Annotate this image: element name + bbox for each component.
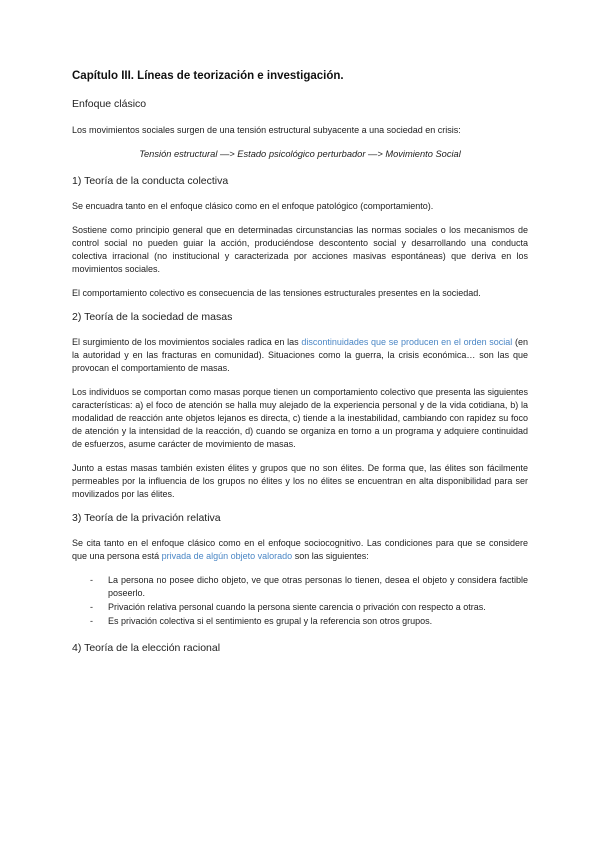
bullet-dash: -	[90, 616, 93, 626]
conditions-list	[72, 574, 528, 628]
list-item-text: Privación relativa personal cuando la persona siente carencia o privación con respecto a otras.	[108, 602, 486, 612]
list-item-text: La persona no posee dicho objeto, ve que otras personas lo tienen, desea el objeto y considera factible poseerlo.	[108, 575, 528, 598]
section-2-paragraph-1	[72, 336, 528, 375]
list-item	[72, 574, 528, 600]
section-1-heading: 1) Teoría de la conducta colectiva	[72, 175, 229, 187]
formula: Tensión estructural —> Estado psicológico perturbador —> Movimiento Social	[139, 149, 461, 159]
section-2-paragraph-3: Junto a estas masas también existen élites y grupos que no son élites. De forma que, las élites son fácilmente permeables por la influencia de los grupos no élites y los no élites se encuentran en alta disponibilidad para ser movilizados por las élites.	[72, 463, 528, 499]
text-span: (en la autoridad y en las fracturas en comunidad). Situaciones como la guerra, la crisis económica… son las que provocan el comportamiento de masas.	[72, 337, 528, 373]
section-2-heading: 2) Teoría de la sociedad de masas	[72, 311, 233, 323]
section-1-paragraph-1: Se encuadra tanto en el enfoque clásico como en el enfoque patológico (comportamiento).	[72, 201, 434, 211]
text-span: son las siguientes:	[292, 551, 369, 561]
section-1-paragraph-3: El comportamiento colectivo es consecuencia de las tensiones estructurales presentes en la sociedad.	[72, 288, 481, 298]
section-3-paragraph-1	[72, 537, 528, 563]
bullet-dash: -	[90, 602, 93, 612]
section-2-paragraph-2: Los individuos se comportan como masas porque tienen un comportamiento colectivo que presenta las siguientes características: a) el foco de atención se halla muy alejado de la experiencia personal y de la vida cotidiana, b) la modalidad de reacción ante objetos lejanos es directa, c) tiende a la inestabilidad, cambiando con rapidez su foco de atención y la intensidad de la reacción, d) cuando se organiza en torno a un programa y adquiere continuidad de esfuerzos, asume carácter de movimiento de masas.	[72, 387, 528, 449]
text-span: El surgimiento de los movimientos sociales radica en las	[72, 337, 302, 347]
chapter-title: Capítulo III. Líneas de teorización e investigación.	[72, 70, 344, 82]
section-3-heading: 3) Teoría de la privación relativa	[72, 512, 221, 524]
text-span: Se cita tanto en el enfoque clásico como en el enfoque sociocognitivo. Las condiciones para que se considere que una persona está	[72, 538, 528, 561]
section-4-heading: 4) Teoría de la elección racional	[72, 642, 221, 654]
highlighted-link[interactable]: discontinuidades que se producen en el orden social	[301, 337, 513, 347]
highlighted-link[interactable]: privada de algún objeto valorado	[161, 551, 293, 561]
list-item	[72, 615, 528, 628]
intro-paragraph: Los movimientos sociales surgen de una tensión estructural subyacente a una sociedad en crisis:	[72, 125, 461, 135]
subtitle: Enfoque clásico	[72, 98, 147, 110]
list-item-text: Es privación colectiva si el sentimiento es grupal y la referencia son otros grupos.	[108, 616, 433, 626]
bullet-dash: -	[90, 575, 93, 585]
list-item	[72, 601, 528, 614]
section-1-paragraph-2: Sostiene como principio general que en determinadas circunstancias las normas sociales o los mecanismos de control social no pueden guiar la acción, produciéndose descontento social y desarrollando una conducta colectiva irracional (no institucional y caracterizada por acciones masivas espontáneas) que deriva en los movimientos sociales.	[72, 225, 528, 274]
